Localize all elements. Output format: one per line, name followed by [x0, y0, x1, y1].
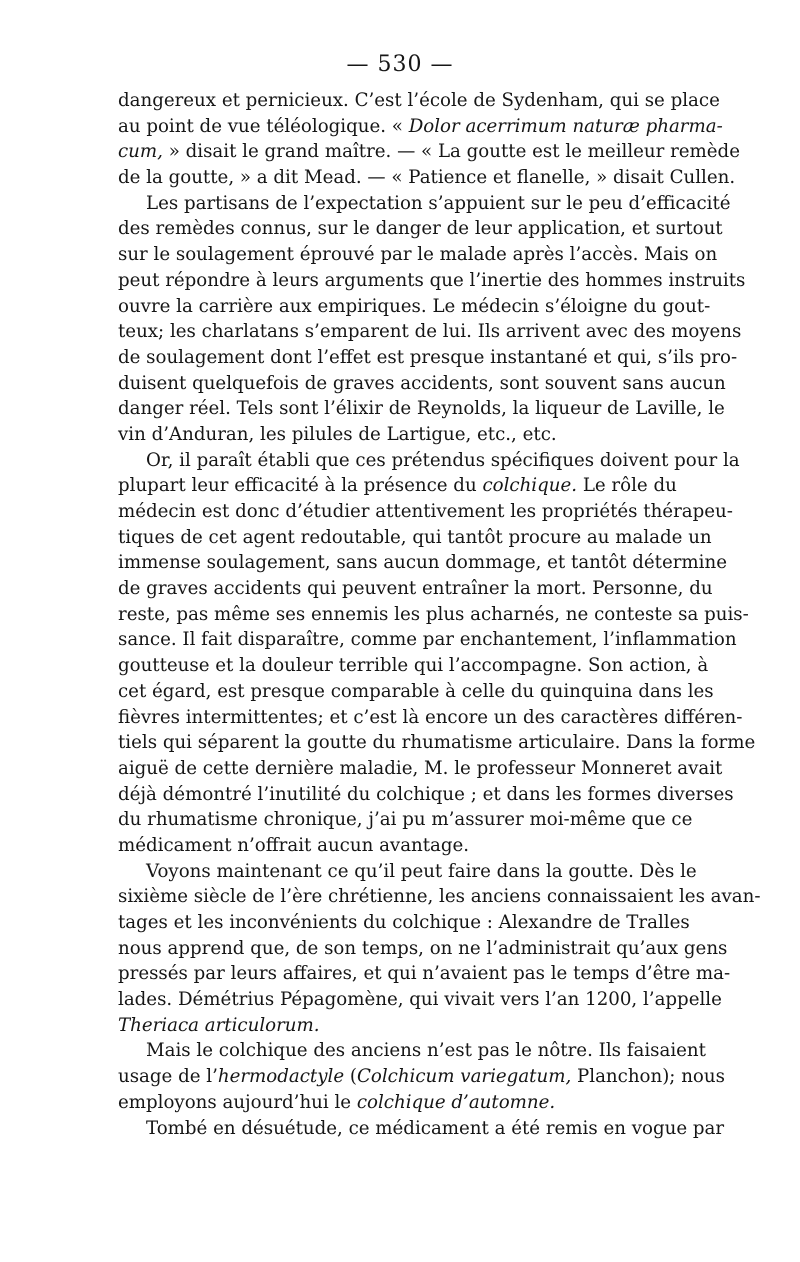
text-line	[118, 525, 712, 551]
text-run: goutteuse et la douleur terrible qui l’accompagne. Son action, à	[118, 655, 709, 677]
text-line	[118, 422, 674, 448]
text-run: vin d’Anduran, les pilules de Lartigue, etc., etc.	[118, 423, 557, 445]
italic-text: Dolor acerrimum naturæ pharma-	[408, 115, 723, 137]
text-line	[118, 936, 728, 962]
text-run: Planchon); nous	[571, 1066, 725, 1088]
text-run: nous apprend que, de son temps, on ne l’administrait qu’aux gens	[118, 937, 728, 959]
text-line	[118, 730, 756, 756]
italic-text: colchique d’automne.	[356, 1091, 556, 1113]
text-line	[118, 807, 693, 833]
text-line	[118, 1013, 674, 1039]
text-run: déjà démontré l’inutilité du colchique ; et dans les formes diverses	[118, 783, 734, 805]
text-run: aiguë de cette dernière maladie, M. le professeur Monneret avait	[118, 757, 723, 779]
text-run: peut répondre à leurs arguments que l’inertie des hommes instruits	[118, 269, 746, 291]
text-run: employons aujourd’hui le	[118, 1091, 357, 1113]
text-run: de la goutte, » a dit Mead. — « Patience et flanelle, » disait Cullen.	[118, 167, 736, 189]
text-run: sur le soulagement éprouvé par le malade après l’accès. Mais on	[118, 244, 718, 266]
page-number: — 530 —	[346, 52, 454, 77]
text-run: au point de vue téléologique. «	[118, 115, 409, 137]
text-line	[118, 987, 722, 1013]
text-run: des remèdes connus, sur le danger de leur application, et surtout	[118, 218, 723, 240]
text-line	[118, 859, 697, 885]
text-line	[118, 294, 711, 320]
text-run: Or, il paraît établi que ces prétendus spécifiques doivent pour la	[146, 449, 740, 471]
text-line	[118, 550, 727, 576]
text-line	[118, 653, 709, 679]
text-line	[118, 216, 723, 242]
text-line	[118, 88, 720, 114]
text-line	[118, 884, 761, 910]
italic-text: hermodactyle	[217, 1066, 345, 1088]
text-line	[118, 756, 723, 782]
text-run: Mais le colchique des anciens n’est pas le nôtre. Ils faisaient	[146, 1040, 706, 1062]
text-run: tages et les inconvénients du colchique : Alexandre de Tralles	[118, 912, 690, 933]
text-run: médecin est donc d’étudier attentivement les propriétés thérapeu-	[118, 501, 733, 522]
text-run: usage de l’	[118, 1066, 218, 1088]
text-line	[118, 371, 726, 397]
text-run: sance. Il fait disparaître, comme par enchantement, l’inflammation	[118, 629, 737, 651]
text-line	[118, 1038, 706, 1064]
text-run: Tombé en désuétude, ce médicament a été remis en vogue par	[146, 1117, 725, 1139]
text-run: reste, pas même ses ennemis les plus acharnés, ne conteste sa puis-	[118, 603, 749, 625]
text-run: tiques de cet agent redoutable, qui tantôt procure au malade un	[118, 526, 712, 548]
text-run: danger réel. Tels sont l’élixir de Reynolds, la liqueur de Laville, le	[118, 398, 725, 420]
text-line	[118, 679, 714, 705]
italic-text: colchique.	[482, 475, 578, 497]
text-run: Voyons maintenant ce qu’il peut faire dans la goutte. Dès le	[146, 860, 697, 882]
text-line	[118, 191, 731, 217]
text-run: duisent quelquefois de graves accidents, sont souvent sans aucun	[118, 372, 726, 394]
text-run: fièvres intermittentes; et c’est là encore un des caractères différen-	[118, 706, 743, 728]
text-run: Les partisans de l’expectation s’appuient sur le peu d’efficacité	[146, 192, 731, 214]
body-text	[118, 88, 761, 1141]
text-run: cet égard, est presque comparable à celle du quinquina dans les	[118, 680, 714, 702]
text-line	[118, 319, 742, 345]
text-line	[118, 627, 737, 653]
text-run: médicament n’offrait aucun avantage.	[118, 834, 470, 856]
text-line	[118, 114, 723, 140]
text-run: sixième siècle de l’ère chrétienne, les anciens connaissaient les avan-	[118, 886, 761, 908]
text-line	[118, 833, 674, 859]
text-line	[118, 576, 713, 602]
text-line	[118, 165, 736, 191]
text-line	[118, 1064, 725, 1090]
text-line	[118, 961, 731, 987]
text-line	[118, 139, 740, 165]
text-line	[118, 910, 690, 936]
text-run: plupart leur efficacité à la présence du	[118, 475, 483, 497]
text-run: (	[344, 1066, 357, 1088]
text-line	[118, 602, 749, 628]
text-line	[118, 268, 746, 294]
italic-text: Colchicum variegatum,	[356, 1066, 572, 1088]
text-run: ouvre la carrière aux empiriques. Le médecin s’éloigne du gout-	[118, 295, 711, 317]
text-run: tiels qui séparent la goutte du rhumatisme articulaire. Dans la forme	[118, 732, 756, 754]
text-line	[118, 448, 740, 474]
text-line	[118, 782, 734, 808]
text-run: de soulagement dont l’effet est presque instantané et qui, s’ils pro-	[118, 346, 738, 368]
text-line	[118, 345, 738, 371]
text-run: teux; les charlatans s’emparent de lui. Ils arrivent avec des moyens	[118, 321, 742, 343]
text-line	[118, 1116, 725, 1142]
text-line	[118, 499, 733, 525]
text-run: du rhumatisme chronique, j’ai pu m’assurer moi-même que ce	[118, 809, 693, 831]
text-run: pressés par leurs affaires, et qui n’avaient pas le temps d’être ma-	[118, 963, 731, 985]
text-line	[118, 705, 743, 731]
italic-text: cum,	[118, 141, 163, 163]
text-run: » disait le grand maître. — « La goutte est le meilleur remède	[162, 141, 740, 163]
italic-text: Theriaca articulorum.	[118, 1014, 320, 1036]
text-run: Le rôle du	[577, 475, 677, 497]
text-line	[118, 242, 718, 268]
text-run: dangereux et pernicieux. C’est l’école de Sydenham, qui se place	[118, 90, 720, 111]
text-run: de graves accidents qui peuvent entraîner la mort. Personne, du	[118, 578, 713, 600]
text-run: immense soulagement, sans aucun dommage, et tantôt détermine	[118, 552, 727, 574]
text-line	[118, 396, 725, 422]
text-run: lades. Démétrius Pépagomène, qui vivait vers l’an 1200, l’appelle	[118, 989, 722, 1011]
text-line	[118, 1090, 674, 1116]
text-line	[118, 473, 677, 499]
